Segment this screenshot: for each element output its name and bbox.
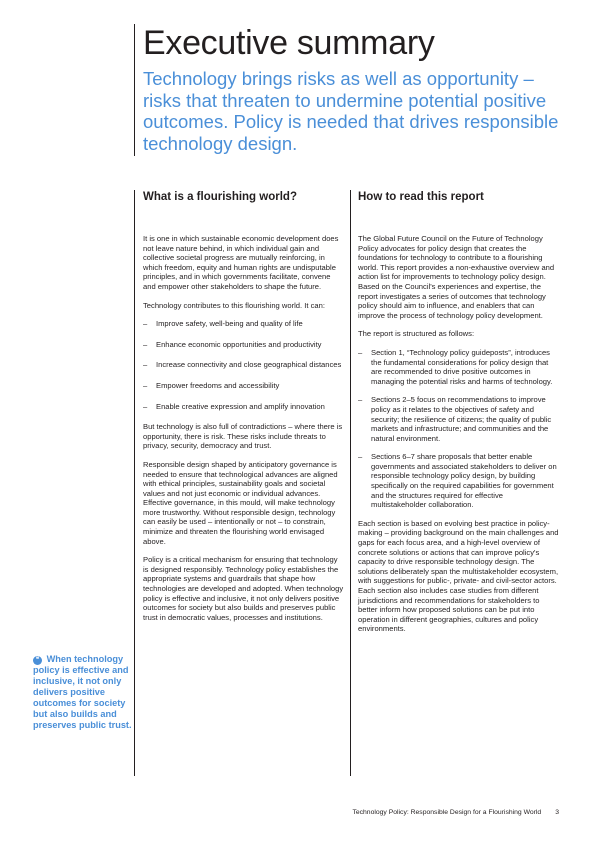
pull-quote bbox=[33, 654, 133, 731]
list-item: – Enable creative expression and amplify innovation bbox=[143, 401, 325, 411]
right-paragraph: The Global Future Council on the Future of Technology Policy advocates for policy design that creates the foundations for technology to contribute to a flourishing world. This report provides a non-exhaustive overview and action list for improvements to technology policy design. Based on the Council's experiences and expertise, the report investigates a series of outcomes that technology policy should aim to influence, and enablers that can improve the process of technology policy development. bbox=[358, 234, 555, 320]
list-item: – Sections 2–5 focus on recommendations to improve policy as it relates to the objectives of safety and security; the resilience of citizens; the quality of public markets and infrastructure; and communities and the natural environment. bbox=[358, 395, 552, 443]
right-paragraph: Each section is based on evolving best practice in policy-making – providing background on the main challenges and gaps for each focus area, and a high-level overview of concrete solutions or actions that can improve policy's capacity to drive responsible technology design. The solutions deliberately span the multistakeholder ecosystem, with suggestions for public-, private- and civil-sector actors. Each section also includes case studies from different jurisdictions and recommendations for stakeholders to better inform how proposed solutions can be put into operation in different geographies, cultures and policy environments. bbox=[358, 518, 559, 634]
right-column-rule bbox=[350, 190, 351, 776]
footer-title: Technology Policy: Responsible Design for a Flourishing World bbox=[352, 809, 542, 816]
left-heading: What is a flourishing world? bbox=[143, 191, 297, 203]
left-paragraph: Policy is a critical mechanism for ensuring that technology is designed responsibly. Technology policy establishes the appropriate systems and guardrails that shape how technologies are developed and adopted. When technology policy is effective and inclusive, it not only delivers positive outcomes for society but also builds and preserves public trust in democratic values, processes and institutions. bbox=[143, 555, 344, 622]
pull-quote-text: When technology policy is effective and inclusive, it not only delivers positive outcomes for society but also builds and preserves public trust. bbox=[33, 654, 132, 730]
page-subtitle: Technology brings risks as well as opportunity – risks that threaten to undermine potential positive outcomes. Policy is needed that drives responsible technology design. bbox=[143, 68, 559, 154]
list-item: – Section 1, “Technology policy guideposts”, introduces the fundamental considerations for policy design that are recommended to drive positive outcomes in managing the potential risks and harms of technology. bbox=[358, 347, 553, 386]
left-paragraph: It is one in which sustainable economic development does not leave nature behind, in which individual gain and collective societal progress are mutually reinforcing, in which freedom, equity and human rights are undisputable principles, and in which governments facilitate, convene and empower other stakeholders to shape the future. bbox=[143, 234, 339, 291]
left-paragraph: But technology is also full of contradictions – where there is opportunity, there is risk. These risks include threats to privacy, security, democracy and trust. bbox=[143, 422, 343, 451]
list-item: – Enhance economic opportunities and productivity bbox=[143, 339, 322, 349]
left-paragraph: Technology contributes to this flourishing world. It can: bbox=[143, 300, 325, 310]
quote-icon: ❝ bbox=[33, 656, 42, 665]
list-item: – Sections 6–7 share proposals that better enable governments and associated stakeholders to deliver on responsible technology policy design, by building specifically on the required capabilities for government and the structures required for effective multistakeholder collaboration. bbox=[358, 452, 557, 510]
right-heading: How to read this report bbox=[358, 191, 484, 203]
right-paragraph: The report is structured as follows: bbox=[358, 329, 475, 339]
page-title: Executive summary bbox=[143, 24, 435, 62]
left-paragraph: Responsible design shaped by anticipatory governance is needed to ensure that technological advances are aligned with ethical principles, sustainability goals and societal values and not just economic or individual advances. Effective governance, in this mould, will make technology more trustworthy. Without responsible design, technology can easily be used – intentionally or not – to constrain, minimize and threaten the flourishing world envisaged above. bbox=[143, 459, 338, 546]
list-item: – Empower freedoms and accessibility bbox=[143, 380, 280, 390]
page-footer bbox=[352, 809, 559, 816]
list-item: – Increase connectivity and close geographical distances bbox=[143, 360, 342, 370]
page-number: 3 bbox=[555, 809, 559, 816]
left-column bbox=[143, 190, 345, 631]
title-rule bbox=[134, 24, 135, 156]
benefits-list bbox=[143, 319, 345, 411]
structure-list bbox=[358, 348, 560, 510]
left-column-rule bbox=[134, 190, 135, 776]
list-item: – Improve safety, well-being and quality of life bbox=[143, 319, 303, 329]
right-column bbox=[358, 190, 560, 643]
